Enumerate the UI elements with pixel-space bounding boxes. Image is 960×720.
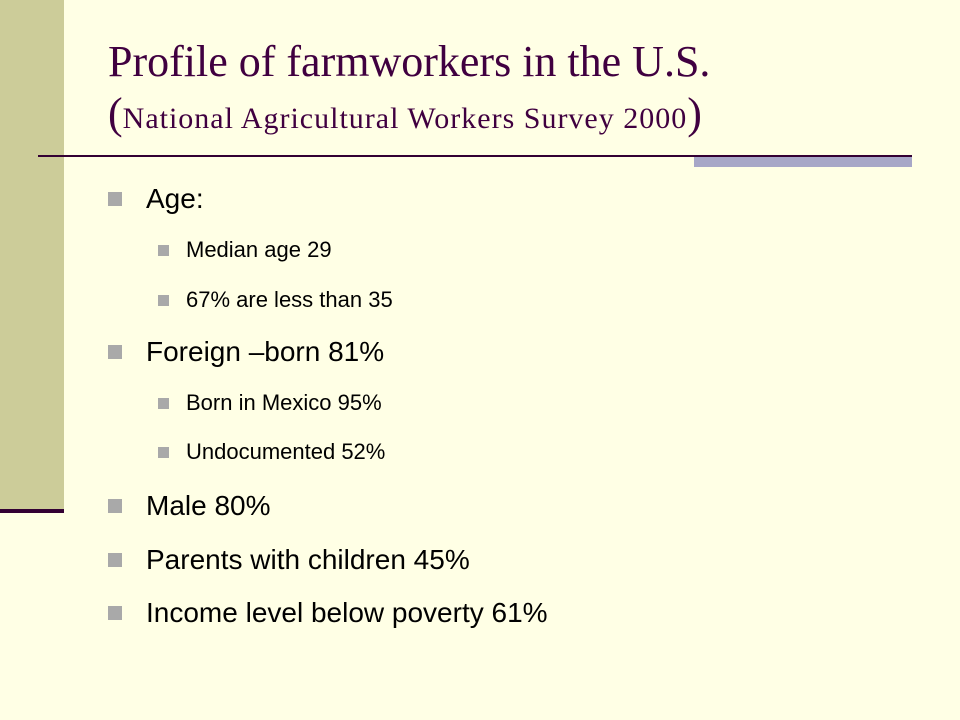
bullet-square-icon <box>108 553 122 567</box>
title-paren-open: ( <box>108 89 123 138</box>
sub-bullet-square-icon <box>158 295 169 306</box>
title-main: Profile of farmworkers in the U.S. <box>108 37 711 86</box>
bullet-square-icon <box>108 192 122 206</box>
bullet-item <box>146 183 204 215</box>
bullet-item <box>146 597 548 629</box>
bullet-item <box>146 490 271 522</box>
slide-title <box>108 36 710 145</box>
title-divider-accent <box>694 157 912 167</box>
sub-bullet-item <box>186 237 332 263</box>
sub-bullet-square-icon <box>158 447 169 458</box>
sub-bullet-text: 67% are less than 35 <box>186 287 393 312</box>
bullet-square-icon <box>108 499 122 513</box>
bullet-item <box>146 544 470 576</box>
bullet-text: Male 80% <box>146 490 271 521</box>
sub-bullet-text: Median age 29 <box>186 237 332 262</box>
bullet-text: Income level below poverty 61% <box>146 597 548 628</box>
bullet-text: Foreign –born 81% <box>146 336 385 367</box>
title-subtitle-line <box>108 88 710 145</box>
sub-bullet-item <box>186 439 385 465</box>
left-decorative-rule <box>0 509 64 513</box>
sub-bullet-item <box>186 287 393 313</box>
bullet-text: Age: <box>146 183 204 214</box>
sub-bullet-text: Undocumented 52% <box>186 439 386 464</box>
bullet-square-icon <box>108 606 122 620</box>
title-paren-close: ) <box>687 89 702 138</box>
bullet-text: Parents with children 45% <box>146 544 470 575</box>
bullet-item <box>146 336 384 368</box>
sub-bullet-square-icon <box>158 245 169 256</box>
left-decorative-band <box>0 0 64 510</box>
sub-bullet-text: Born in Mexico 95% <box>186 390 382 415</box>
title-subtitle: National Agricultural Workers Survey 2000 <box>122 102 688 135</box>
sub-bullet-item <box>186 390 382 416</box>
sub-bullet-square-icon <box>158 398 169 409</box>
bullet-square-icon <box>108 345 122 359</box>
